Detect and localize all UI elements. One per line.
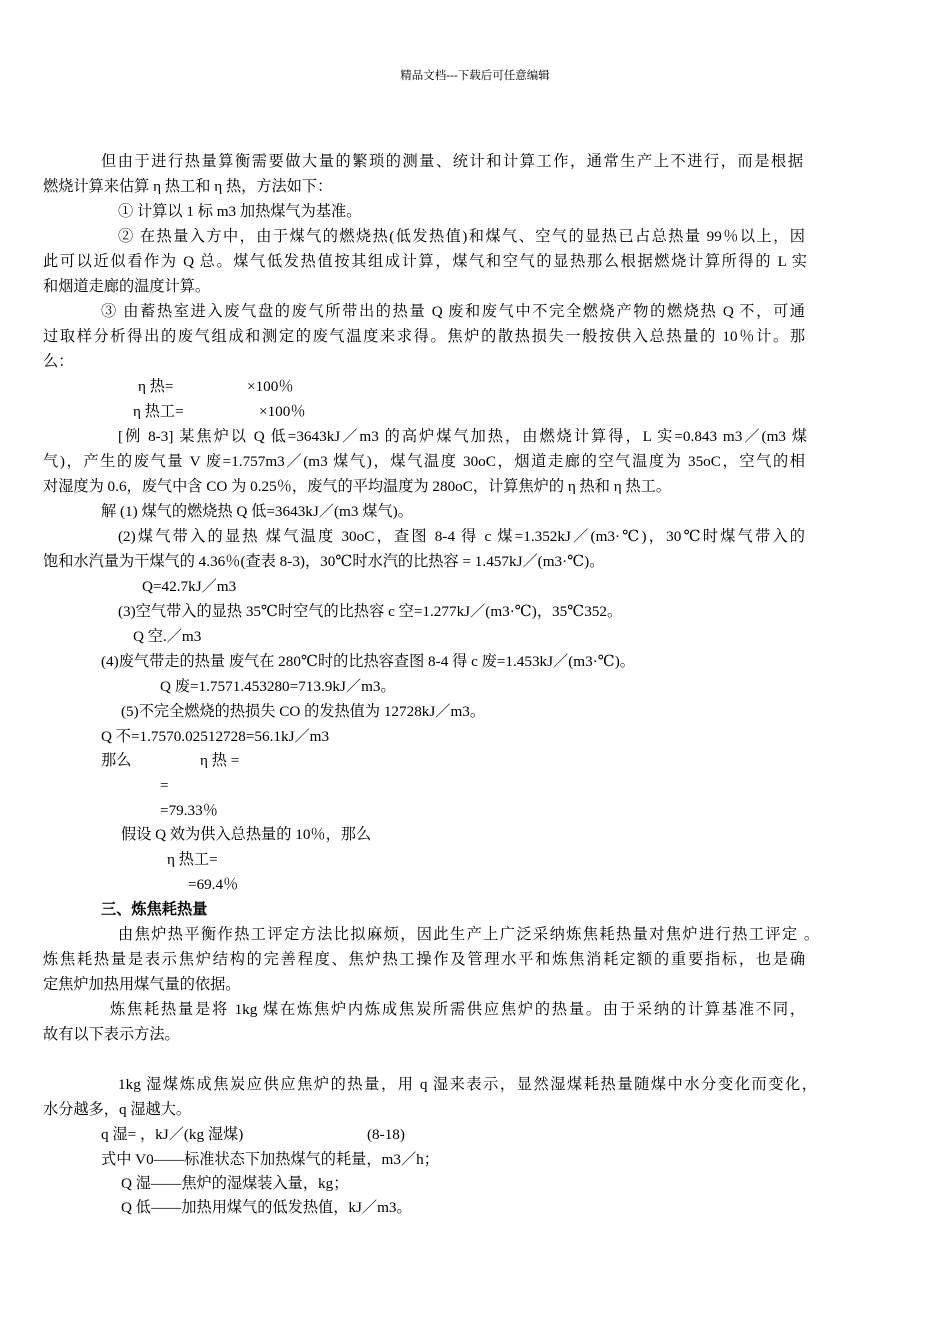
eta-thermal-result: =69.4％ <box>188 876 239 893</box>
paragraph-line: 1kg 湿煤炼成焦炭应供应焦炉的热量，用 q 湿来表示，显然湿煤耗热量随煤中水分变化而变化， <box>118 1076 817 1093</box>
paragraph-line: 燃烧计算来估算 η 热工和 η 热，方法如下： <box>43 178 333 195</box>
formula-number: (8-18) <box>367 1126 405 1143</box>
paragraph-line: 由焦炉热平衡作热工评定方法比拟麻烦，因此生产上广泛采纳炼焦耗热量对焦炉进行热工评定 。 <box>118 926 819 943</box>
example-line: 对湿度为 0.6，废气中含 CO 为 0.25％，废气的平均温度为 280oC，计算焦炉的 η 热和 η 热工。 <box>43 478 672 495</box>
definition-line: 式中 V0——标准状态下加热煤气的耗量，m3／h； <box>101 1151 439 1168</box>
solution-step-2-result: Q=42.7kJ／m3 <box>142 578 237 595</box>
solution-step-4-result: Q 废=1.7571.453280=713.9kJ／m3。 <box>160 678 396 695</box>
paragraph-line: 定焦炉加热用煤气量的依据。 <box>43 976 241 993</box>
solution-step-2-line: (2)煤气带入的显热 煤气温度 30oC，查图 8-4 得 c 煤=1.352kJ／(m3·℃)，30℃时煤气带入的 <box>118 528 805 545</box>
solution-step-1: 解 (1) 煤气的燃烧热 Q 低=3643kJ／(m3 煤气)。 <box>101 503 413 520</box>
eta-thermal-equation: η 热工= <box>167 851 218 868</box>
formula-q-wet: q 湿= ，kJ／(kg 湿煤) <box>101 1126 244 1143</box>
definition-line: Q 湿——焦炉的湿煤装入量，kg； <box>121 1175 349 1192</box>
solution-step-2-line: 饱和水汽量为干煤气的 4.36％(查表 8-3)，30℃时水汽的比热容 = 1.457kJ／(m3·℃)。 <box>43 553 605 570</box>
step-3-line: 过取样分析得出的废气组成和测定的废气温度来求得。焦炉的散热损失一般按供入总热量的 10％计。那 <box>43 328 805 345</box>
paragraph-line: 水分越多，q 湿越大。 <box>43 1101 192 1118</box>
eta-heat-result: =79.33％ <box>160 802 218 819</box>
solution-step-5-result: Q 不=1.7570.02512728=56.1kJ／m3 <box>101 728 330 745</box>
example-line: [例 8-3] 某焦炉以 Q 低=3643kJ／m3 的高炉煤气加热，由燃烧计算得，L 实=0.843 m3／(m3 煤 <box>118 428 807 445</box>
solution-step-3-result: Q 空.／m3 <box>133 628 202 645</box>
paragraph-line: 故有以下表示方法。 <box>43 1026 180 1043</box>
then-label: 那么 <box>101 752 132 769</box>
formula-eta-heat-label: η 热= <box>138 378 174 395</box>
step-3-line: ③ 由蓄热室进入废气盘的废气所带出的热量 Q 废和废气中不完全燃烧产物的燃烧热 Q 不，可通 <box>101 303 805 320</box>
assumption-line: 假设 Q 效为供入总热量的 10％，那么 <box>121 826 372 843</box>
section-heading: 三、炼焦耗热量 <box>101 901 208 918</box>
formula-eta-thermal-label: η 热工= <box>133 403 184 420</box>
definition-line: Q 低——加热用煤气的低发热值，kJ／m3。 <box>121 1199 412 1216</box>
step-2-line: 和烟道走廊的温度计算。 <box>43 278 211 295</box>
paragraph-line: 炼焦耗热量是将 1kg 煤在炼焦炉内炼成焦炭所需供应焦炉的热量。由于采纳的计算基准不同， <box>110 1001 805 1018</box>
step-2-line: 此可以近似看作为 Q 总。煤气低发热值按其组成计算，煤气和空气的显热那么根据燃烧计算所得的 L 实 <box>43 253 807 270</box>
solution-step-4-line: (4)废气带走的热量 废气在 280℃时的比热容查图 8-4 得 c 废=1.453kJ／(m3·℃)。 <box>101 653 635 670</box>
example-line: 气)，产生的废气量 V 废=1.757m3／(m3 煤气)，煤气温度 30oC，烟道走廊的空气温度为 35oC，空气的相 <box>43 453 805 470</box>
step-3-line: 么： <box>43 353 74 370</box>
step-2-line: ② 在热量入方中，由于煤气的燃烧热(低发热值)和煤气、空气的显热已占总热量 99％以上，因 <box>118 228 805 245</box>
eta-heat-equation: η 热 = <box>200 752 240 769</box>
page-header: 精品文档---下载后可任意编辑 <box>400 70 550 82</box>
step-1: ① 计算以 1 标 m3 加热煤气为基准。 <box>118 203 362 220</box>
solution-step-5-line: (5)不完全燃烧的热损失 CO 的发热值为 12728kJ／m3。 <box>121 703 486 720</box>
paragraph-line: 炼焦耗热量是表示焦炉结构的完善程度、焦炉热工操作及管理水平和炼焦消耗定额的重要指标，也是确 <box>43 951 805 968</box>
equation-line: = <box>160 777 169 794</box>
paragraph-line: 但由于进行热量算衡需要做大量的繁琐的测量、统计和计算工作，通常生产上不进行，而是根据 <box>101 153 803 170</box>
formula-eta-heat-value: ×100％ <box>247 378 294 395</box>
solution-step-3-line: (3)空气带入的显热 35℃时空气的比热容 c 空=1.277kJ／(m3·℃)，35℃352。 <box>118 603 623 620</box>
formula-eta-thermal-value: ×100％ <box>259 403 306 420</box>
